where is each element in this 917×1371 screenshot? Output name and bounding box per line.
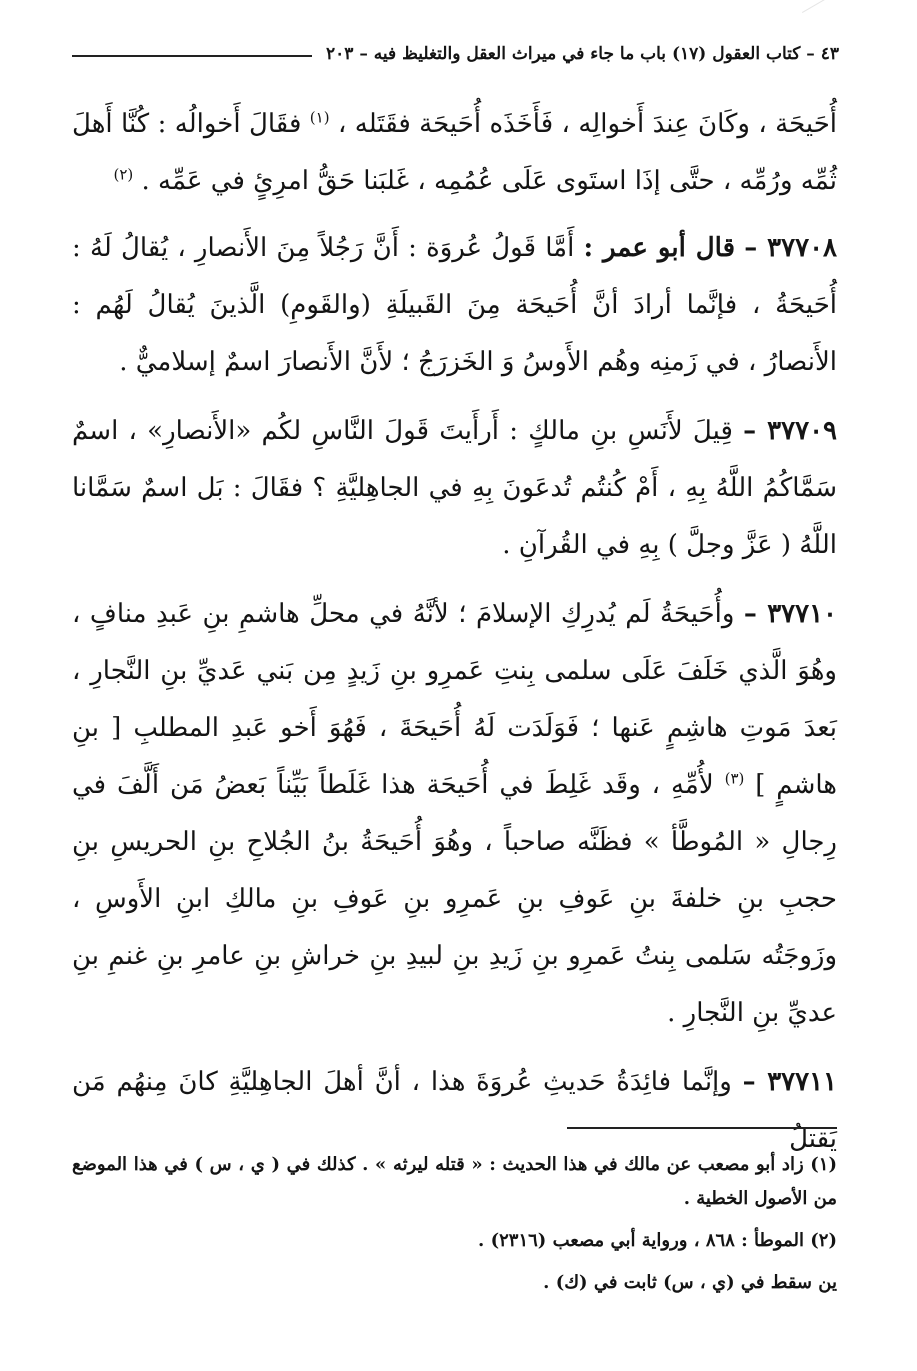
- paragraph-text: قِيلَ لأَنَسِ بنِ مالكٍ : أَرأَيتَ قَولَ النَّاسِ لكُم «الأَنصارِ» ، اسمٌ سَمَّاكُمُ اللَّهُ بِهِ ، أَمْ كُنتُم تُدعَونَ بِهِ في الجاهِليَّةِ ؟ فقَالَ : بَل اسمٌ سَمَّانا اللَّهُ ( عَزَّ وجلَّ ) بِهِ في القُرآنِ .: [72, 416, 837, 560]
- paragraph-37710: [72, 586, 837, 1042]
- paragraph-text: أَمَّا قَولُ عُروَة : أَنَّ رَجُلاً مِنَ الأَنصارِ ، يُقالُ لَهُ : أُحَيحَةُ ، فإنَّما أرادَ أنَّ أُحَيحَة مِنَ القَبيلَةِ (والقَومِ) الَّذينَ يُقالُ لَهُم : الأَنصارُ ، في زَمنِه وهُم الأَوسُ وَ الخَزرَجُ ؛ لأَنَّ الأَنصارَ اسمٌ إسلاميٌّ .: [72, 233, 837, 377]
- paragraph-text-cont: فقَالَ أَخوالُه : كُنَّا أَهلَ ثُمِّه ورُمِّه ، حتَّى إذَا استَوى عَلَى عُمُمِه ، غَلبَنا حَقُّ امرِئٍ في عَمِّه .: [72, 109, 837, 196]
- paragraph-text: أُحَيحَة ، وكَانَ عِندَ أَخوالِه ، فَأَخَذَه أُحَيحَة فقَتَله ،: [338, 109, 838, 139]
- scan-mark: [802, 0, 852, 39]
- footnote-marker-2: (٢): [113, 165, 134, 184]
- paragraph-text-cont: لأُمِّهِ ، وقَد غَلِطَ في أُحَيحَة هذا غَلَطاً بَيِّناً بَعضُ مَن أَلَّفَ في رِجالِ « المُوطَّأ » فظَنَّه صاحباً ، وهُوَ أُحَيحَةُ بنُ الجُلاحِ بنِ الحريسِ بنِ حجبِ بنِ خلفةَ بنِ عَوفِ بنِ عَمرِو بنِ عَوفِ بنِ مالكِ ابنِ الأَوسِ ، وزَوجَتُه سَلمى بِنتُ عَمرِو بنِ زَيدِ بنِ لبيدِ بنِ خراشِ بنِ عامرِ بنِ غنمِ بنِ عديِّ بنِ النَّجارِ .: [72, 770, 837, 1028]
- footnote-separator: [567, 1127, 837, 1129]
- footnote-marker-1: (١): [309, 108, 330, 127]
- footnote-marker-3: (٣): [724, 769, 745, 788]
- footnotes: [72, 1148, 837, 1308]
- paragraph-number: ٣٧٧٠٩ –: [743, 416, 837, 446]
- speaker-label: قال أبو عمر :: [583, 233, 736, 263]
- paragraph-number: ٣٧٧٠٨ –: [744, 233, 837, 263]
- running-header: [72, 44, 839, 64]
- footnote-1: (١) زاد أبو مصعب عن مالك في هذا الحديث : « قتله ليرثه » . كذلك في ( ي ، س ) في هذا الموضع من الأصول الخطية .: [72, 1154, 837, 1209]
- footnote-3: ين سقط في (ي ، س) ثابت في (ك) .: [543, 1272, 837, 1293]
- paragraph-number: ٣٧٧١٠ –: [743, 599, 838, 629]
- main-text: [72, 96, 837, 1180]
- running-title: ٤٣ – كتاب العقول (١٧) باب ما جاء في ميراث العقل والتغليظ فيه – ٢٠٣: [326, 44, 839, 64]
- paragraph-text: وأُحَيحَةُ لَم يُدرِكِ الإسلامَ ؛ لأنَّهُ في محلِّ هاشمِ بنِ عَبدِ منافٍ ، وهُوَ الَّذي خَلَفَ عَلَى سلمى بِنتِ عَمرِو بنِ زَيدٍ مِن بَني عَديِّ بنِ النَّجارِ ، بَعدَ مَوتِ هاشِمٍ عَنها ؛ فَوَلَدَت لَهُ أُحَيحَةَ ، فَهُوَ أَخو عَبدِ المطلبِ [ بنِ هاشمٍ ]: [72, 599, 838, 800]
- paragraph-continuation: [72, 96, 837, 210]
- header-rule: [72, 55, 312, 57]
- paragraph-number: ٣٧٧١١ –: [742, 1067, 838, 1097]
- paragraph-37709: [72, 403, 837, 574]
- paragraph-37708: [72, 220, 837, 391]
- footnote-2: (٢) الموطأ : ٨٦٨ ، ورواية أبي مصعب (٢٣١٦) .: [478, 1230, 837, 1251]
- paragraph-text: وإنَّما فائِدَةُ حَديثِ عُروَةَ هذا ، أنَّ أهلَ الجاهِليَّةِ كانَ مِنهُم مَن يَقتلُ: [72, 1067, 837, 1154]
